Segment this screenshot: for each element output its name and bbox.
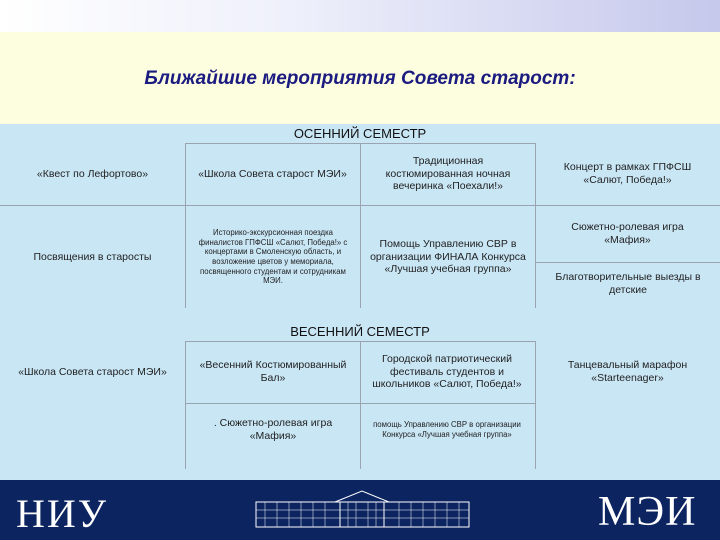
spring-divider-2: [360, 341, 361, 469]
spring-row-rule: [185, 403, 535, 404]
autumn-cell-quest: «Квест по Лефортово»: [36, 167, 149, 180]
autumn-row-rule: [0, 205, 720, 206]
autumn-cell-party: Традиционная костюмированная ночная вечеринка «Поехали!»: [385, 155, 511, 193]
slide-title: Ближайшие мероприятия Совета старост:: [144, 68, 576, 89]
niu-logo: НИУ: [16, 491, 109, 536]
top-gradient-strip: [0, 0, 720, 32]
spring-heading: ВЕСЕННИЙ СЕМЕСТР: [290, 324, 430, 339]
autumn-cell-help-final: Помощь Управлению СВР в организации ФИНАЛА Конкурса «Лучшая учебная группа»: [370, 238, 526, 276]
autumn-divider-3: [535, 143, 536, 308]
spring-cell-marathon: Танцевальный марафон «Starteenager»: [567, 359, 688, 384]
spring-divider-3: [535, 341, 536, 469]
autumn-col4-rule: [535, 262, 720, 263]
autumn-divider-2: [360, 143, 361, 308]
autumn-cell-initiation: Посвящения в старосты: [33, 250, 152, 263]
spring-cell-help-contest: помощь Управлению СВР в организации Конкурса «Лучшая учебная группа»: [373, 420, 521, 439]
autumn-cell-trip: Историко-экскурсионная поездка финалистов ГПФСШ «Салют, Победа!» с концертами в Смоленскую область, и возложение цветов у мемориала, посвященного студентам и сотрудникам МЭИ.: [198, 227, 348, 286]
spring-divider-1: [185, 341, 186, 469]
autumn-cell-charity: Благотворительные выезды в детские: [555, 271, 701, 296]
autumn-cell-school: «Школа Совета старост МЭИ»: [198, 167, 347, 180]
mei-logo: МЭИ: [598, 489, 697, 535]
spring-cell-ball: «Весенний Костюмированный Бал»: [199, 359, 347, 384]
autumn-cell-concert: Концерт в рамках ГПФСШ «Салют, Победа!»: [563, 161, 692, 186]
autumn-cell-mafia: Сюжетно-ролевая игра «Мафия»: [571, 221, 684, 246]
spring-cell-school: «Школа Совета старост МЭИ»: [18, 365, 167, 378]
spring-cell-festival: Городской патриотический фестиваль студентов и школьников «Салют, Победа!»: [372, 353, 522, 391]
spring-cell-mafia: . Сюжетно-ролевая игра «Мафия»: [213, 417, 333, 442]
university-building-icon: [255, 488, 470, 528]
autumn-heading: ОСЕННИЙ СЕМЕСТР: [293, 126, 427, 141]
